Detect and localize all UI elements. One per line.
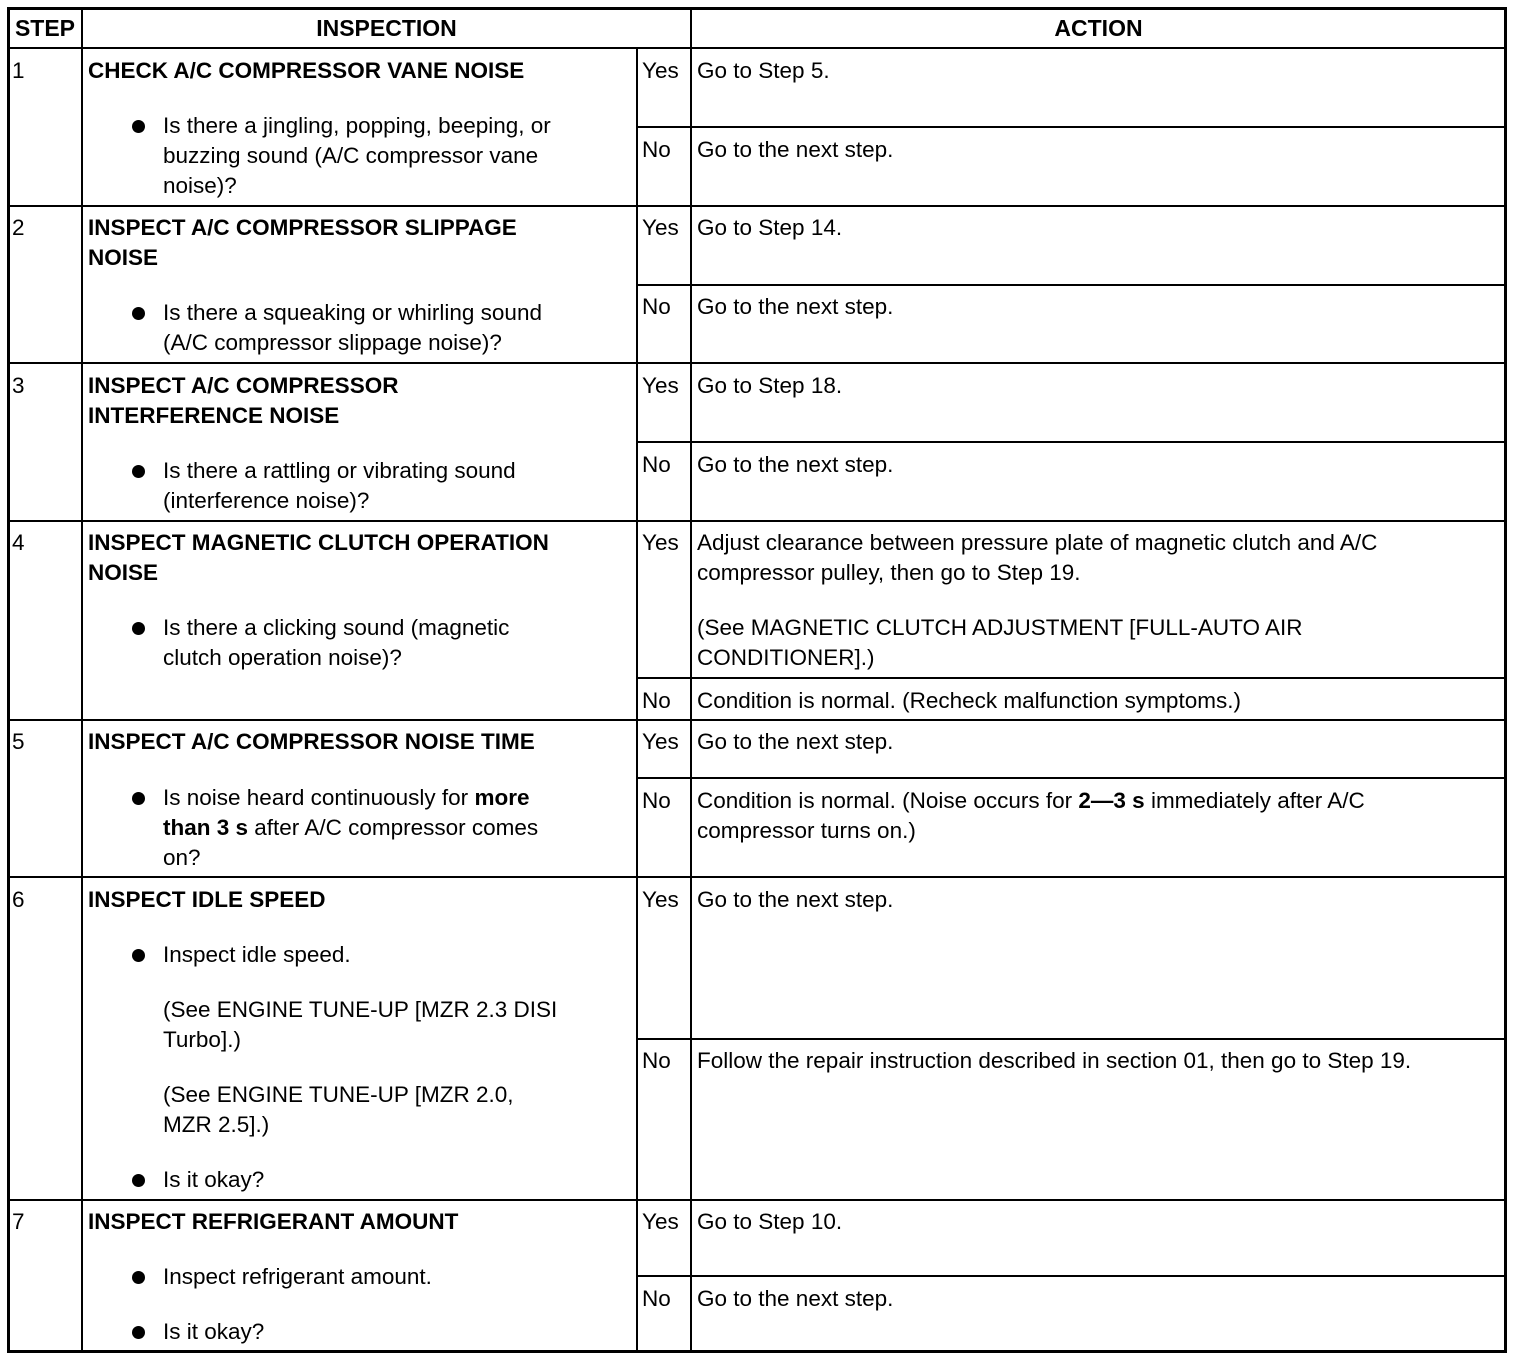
no-action: Condition is normal. (Recheck malfunction symptoms.) — [697, 688, 1241, 713]
yes-action: Go to Step 5. — [697, 58, 830, 83]
reference-note: MZR 2.5].) — [163, 1112, 270, 1137]
yes-no-divider — [637, 1275, 1505, 1277]
yes-label: Yes — [642, 58, 679, 83]
no-action: Go to the next step. — [697, 294, 894, 319]
inspection-instruction: Inspect refrigerant amount. — [163, 1264, 432, 1289]
row-divider — [9, 1199, 1505, 1201]
inspection-instruction: Inspect idle speed. — [163, 942, 351, 967]
step-title: INSPECT A/C COMPRESSOR SLIPPAGE — [88, 215, 517, 240]
header-step: STEP — [14, 15, 76, 41]
bullet-icon — [132, 949, 145, 962]
step-number: 1 — [12, 58, 25, 83]
step-title: INSPECT A/C COMPRESSOR NOISE TIME — [88, 729, 535, 754]
step-number: 7 — [12, 1209, 25, 1234]
no-action: Go to the next step. — [697, 1286, 894, 1311]
col-divider-action — [690, 9, 692, 1351]
row-divider — [9, 876, 1505, 878]
step-title: INSPECT IDLE SPEED — [88, 887, 326, 912]
reference-note: (See ENGINE TUNE-UP [MZR 2.3 DISI — [163, 997, 558, 1022]
no-action: Go to the next step. — [697, 137, 894, 162]
no-label: No — [642, 1286, 671, 1311]
table-frame — [7, 7, 1507, 1353]
inspection-question: Is it okay? — [163, 1319, 265, 1344]
question-text: Is noise heard continuously for — [163, 785, 475, 810]
yes-action: Go to the next step. — [697, 729, 894, 754]
yes-no-divider — [637, 284, 1505, 286]
question-emphasis: than 3 s — [163, 815, 249, 840]
yes-label: Yes — [642, 729, 679, 754]
inspection-question: Is there a jingling, popping, beeping, or — [163, 113, 551, 138]
no-label: No — [642, 137, 671, 162]
yes-action: Go to Step 14. — [697, 215, 843, 240]
reference-note: CONDITIONER].) — [697, 645, 875, 670]
step-title: INSPECT A/C COMPRESSOR — [88, 373, 399, 398]
step-title: NOISE — [88, 560, 159, 585]
header-inspection: INSPECTION — [316, 15, 457, 41]
step-number: 5 — [12, 729, 25, 754]
header-action: ACTION — [1054, 15, 1143, 41]
step-title: CHECK A/C COMPRESSOR VANE NOISE — [88, 58, 525, 83]
bullet-icon — [132, 465, 145, 478]
yes-action: Go to the next step. — [697, 887, 894, 912]
inspection-question: (interference noise)? — [163, 488, 370, 513]
yes-action: compressor pulley, then go to Step 19. — [697, 560, 1081, 585]
inspection-question — [163, 813, 538, 843]
step-number: 6 — [12, 887, 25, 912]
step-title: INTERFERENCE NOISE — [88, 403, 340, 428]
reference-note: (See ENGINE TUNE-UP [MZR 2.0, — [163, 1082, 514, 1107]
inspection-question: Is there a clicking sound (magnetic — [163, 615, 510, 640]
inspection-question: (A/C compressor slippage noise)? — [163, 330, 502, 355]
no-action: Go to the next step. — [697, 452, 894, 477]
row-divider — [9, 205, 1505, 207]
no-label: No — [642, 1048, 671, 1073]
inspection-question: Is there a rattling or vibrating sound — [163, 458, 516, 483]
no-label: No — [642, 452, 671, 477]
question-emphasis: more — [474, 785, 530, 810]
bullet-icon — [132, 1174, 145, 1187]
col-divider-step — [81, 9, 83, 1351]
row-divider — [9, 719, 1505, 721]
step-number: 3 — [12, 373, 25, 398]
yes-label: Yes — [642, 215, 679, 240]
bullet-icon — [132, 120, 145, 133]
header-divider — [9, 47, 1505, 49]
yes-no-divider — [637, 126, 1505, 128]
bullet-icon — [132, 307, 145, 320]
step-title: INSPECT MAGNETIC CLUTCH OPERATION — [88, 530, 549, 555]
step-number: 4 — [12, 530, 25, 555]
no-action: Follow the repair instruction described in section 01, then go to Step 19. — [697, 1048, 1412, 1073]
bullet-icon — [132, 1271, 145, 1284]
no-action: compressor turns on.) — [697, 818, 916, 843]
no-label: No — [642, 294, 671, 319]
row-divider — [9, 362, 1505, 364]
row-divider — [9, 520, 1505, 522]
yes-label: Yes — [642, 530, 679, 555]
question-text: after A/C compressor comes — [248, 815, 539, 840]
yes-label: Yes — [642, 1209, 679, 1234]
reference-note: (See MAGNETIC CLUTCH ADJUSTMENT [FULL-AUTO AIR — [697, 615, 1303, 640]
yes-no-divider — [637, 777, 1505, 779]
yes-action: Go to Step 10. — [697, 1209, 843, 1234]
no-label: No — [642, 788, 671, 813]
yes-no-divider — [637, 441, 1505, 443]
yes-no-divider — [637, 1038, 1505, 1040]
step-title: NOISE — [88, 245, 159, 270]
yes-label: Yes — [642, 887, 679, 912]
step-number: 2 — [12, 215, 25, 240]
step-title: INSPECT REFRIGERANT AMOUNT — [88, 1209, 459, 1234]
yes-action: Go to Step 18. — [697, 373, 843, 398]
bullet-icon — [132, 622, 145, 635]
col-divider-yesno — [636, 48, 638, 1351]
no-label: No — [642, 688, 671, 713]
inspection-question: on? — [163, 845, 201, 870]
no-action — [697, 786, 1365, 816]
inspection-question: noise)? — [163, 173, 237, 198]
yes-no-divider — [637, 677, 1505, 679]
bullet-icon — [132, 1326, 145, 1339]
yes-action: Adjust clearance between pressure plate of magnetic clutch and A/C — [697, 530, 1378, 555]
inspection-question: Is there a squeaking or whirling sound — [163, 300, 542, 325]
inspection-question: clutch operation noise)? — [163, 645, 402, 670]
reference-note: Turbo].) — [163, 1027, 241, 1052]
yes-label: Yes — [642, 373, 679, 398]
inspection-question — [163, 783, 529, 813]
inspection-question: Is it okay? — [163, 1167, 265, 1192]
inspection-question: buzzing sound (A/C compressor vane — [163, 143, 539, 168]
action-emphasis: 2—3 s — [1078, 788, 1145, 813]
action-text: immediately after A/C — [1144, 788, 1365, 813]
bullet-icon — [132, 792, 145, 805]
action-text: Condition is normal. (Noise occurs for — [697, 788, 1079, 813]
